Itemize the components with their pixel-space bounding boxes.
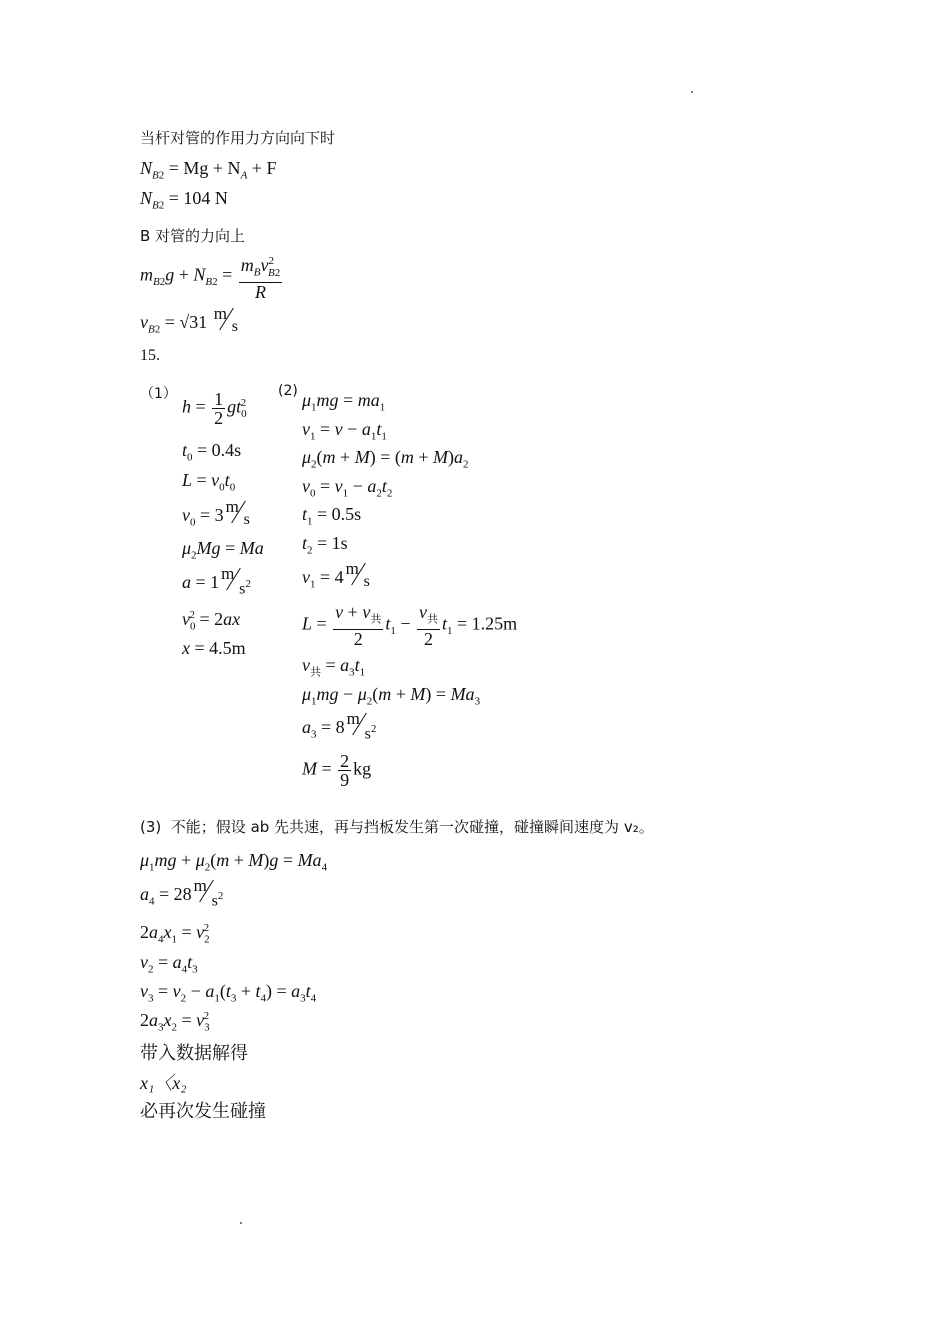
p2-eq-a3: $a_3 = 8$ m $s^2$ — [302, 709, 377, 743]
p2-eq-L: L = $\frac{v + v_共}{2}$ $t_1$ − $\frac{v_共}{2}$ $t_1 = 1.25m$ — [302, 602, 518, 649]
p1-eq-h: h = $\frac{1}{2}$ $gt_0^2$ — [182, 389, 247, 428]
p1-eq-a: a = 1 m $s^2$ — [182, 564, 251, 598]
part2-label: (2) — [278, 383, 298, 399]
p2-eq-force3: $\mu_1mg - \mu_2(m + M) = Ma_3$ — [302, 684, 481, 708]
p2-eq-v1-value: $v_1 = 4$ m s — [302, 559, 370, 591]
p3-eq-force: $\mu_1mg + \mu_2(m + M)g = Ma_4$ — [140, 850, 328, 874]
p3-eq-kin2: $2a_3x_2 = v_3^2$ — [140, 1010, 210, 1034]
intro-text-1: 当杆对管的作用力方向向下时 — [140, 129, 336, 147]
p2-eq-t1: $t_1 = 0.5s$ — [302, 504, 362, 528]
p3-eq-v2: $v_2 = a_4t_3$ — [140, 952, 198, 976]
p3-eq-v3: $v_3 = v_2 - a_1(t_3 + t_4) = a_3t_4$ — [140, 981, 317, 1005]
p2-eq-t2: $t_2 = 1s$ — [302, 533, 348, 557]
p3-compare: x₁〈x₂ — [140, 1073, 187, 1093]
p3-conclusion: 必再次发生碰撞 — [140, 1101, 266, 1122]
p1-eq-L: $L = v_0t_0$ — [182, 470, 236, 494]
p3-eq-a4: $a_4 = 28$ m $s^2$ — [140, 876, 224, 910]
p1-eq-x: x = 4.5m — [182, 638, 246, 658]
question-number: 15. — [140, 347, 160, 364]
p1-eq-kinematic: $v_0^2 = 2ax$ — [182, 609, 241, 633]
part1-label: （1） — [140, 386, 177, 402]
p3-substitute-text: 带入数据解得 — [140, 1043, 248, 1064]
p2-eq-force2: $\mu_2(m + M) = (m + M)a_2$ — [302, 447, 469, 471]
page-dot-bottom — [240, 1222, 242, 1224]
p2-eq-v0: $v_0 = v_1 - a_2t_2$ — [302, 476, 393, 500]
page-dot-top — [691, 91, 693, 93]
p1-eq-v0: $v_0 = 3$ m s — [182, 497, 250, 529]
p2-eq-vcommon: $v_共 = a_3t_1$ — [302, 655, 366, 679]
equation-nb2-sum: $N_{B2} = Mg + N_A + F$ — [140, 158, 277, 182]
p1-eq-force: $\mu_2Mg = Ma$ — [182, 538, 264, 562]
p1-eq-t0: $t_0 = 0.4s$ — [182, 440, 242, 464]
p2-eq-v1: $v_1 = v - a_1t_1$ — [302, 419, 387, 443]
part3-statement: (3) 不能；假设 ab 先共速，再与挡板发生第一次碰撞，碰撞瞬间速度为 v₂。 — [140, 818, 654, 836]
p2-eq-force1: $\mu_1mg = ma_1$ — [302, 390, 386, 414]
equation-vb2: $v_{B2} = √31$ m s — [140, 304, 238, 336]
intro-text-2: B 对管的力向上 — [140, 227, 246, 245]
p3-eq-kin1: $2a_4x_1 = v_2^2$ — [140, 922, 210, 946]
p2-eq-M: M = $\frac{2}{9}$ kg — [302, 751, 372, 790]
equation-centripetal: $m_{B2}g + N_{B2}$ = $\frac{m_Bv^2_{B2}}{R}$ — [140, 252, 284, 301]
equation-nb2-value: $N_{B2} = 104$ N — [140, 188, 228, 212]
